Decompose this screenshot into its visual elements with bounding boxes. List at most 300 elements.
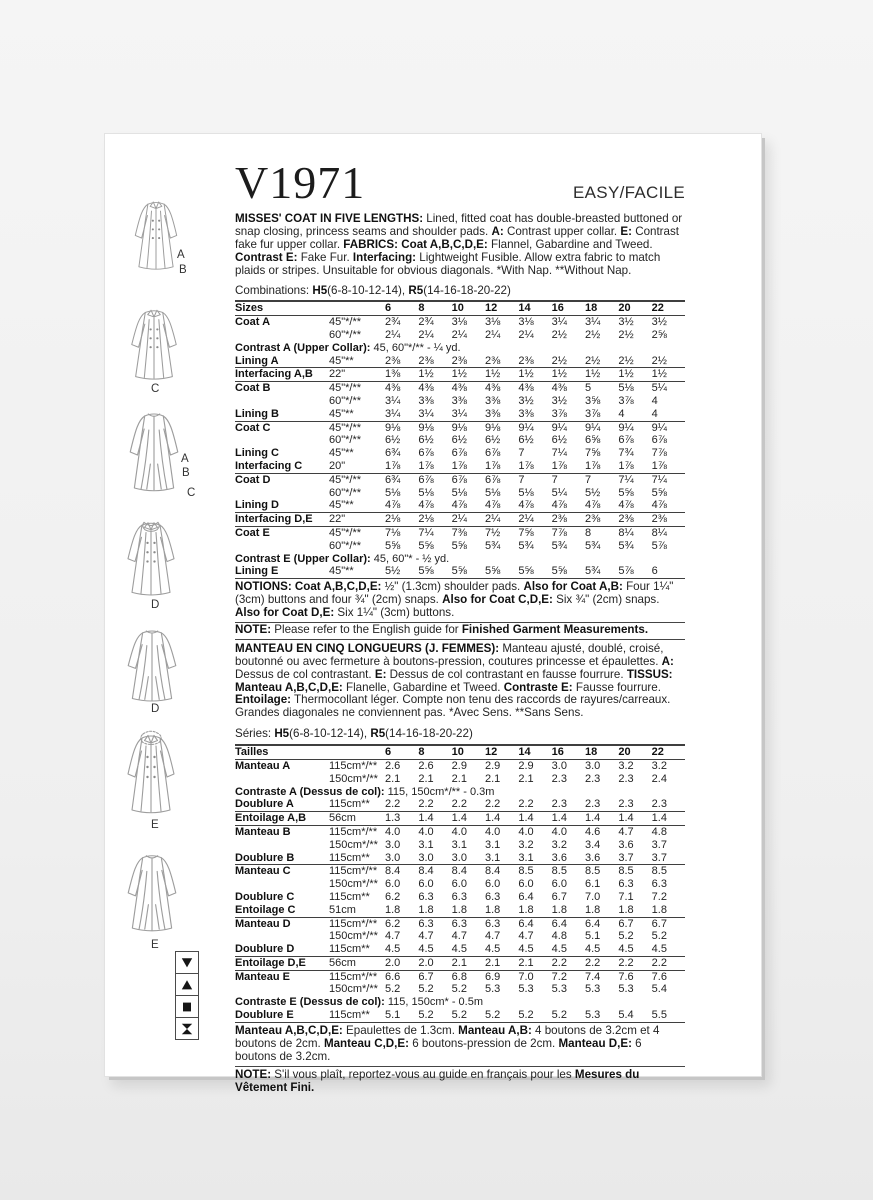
- table-cell: 115cm*/**: [329, 759, 378, 772]
- table-cell: 5⅝: [418, 539, 434, 552]
- table-cell: 6⅞: [451, 447, 467, 460]
- table-cell: 7.1: [618, 890, 634, 903]
- table-cell: 9¼: [651, 421, 667, 434]
- table-cell: 9¼: [518, 421, 534, 434]
- table-cell: 5.2: [618, 930, 634, 943]
- table-cell: 7¼: [651, 473, 667, 486]
- table-cell: 6½: [385, 434, 401, 447]
- table-cell: 5.3: [518, 983, 534, 996]
- table-cell: 6.0: [418, 878, 434, 891]
- table-cell: 2.2: [618, 956, 634, 969]
- table-cell: 7: [584, 473, 592, 486]
- table-cell: 150cm*/**: [329, 930, 378, 943]
- table-row: [235, 395, 685, 408]
- table-cell: 7½: [484, 526, 501, 539]
- table-cell: 2.9: [518, 759, 534, 772]
- table-cell: Entoilage D,E: [235, 956, 306, 969]
- figure-type-symbols: [175, 952, 199, 1040]
- table-cell: 3.0: [385, 838, 401, 851]
- table-cell: 1.4: [551, 812, 567, 825]
- table-cell: 1.8: [385, 903, 401, 916]
- table-cell: 6.7: [618, 917, 634, 930]
- table-cell: 60"*/**: [329, 486, 362, 499]
- table-cell: 115cm**: [329, 890, 370, 903]
- table-cell: 9⅛: [484, 421, 501, 434]
- table-row: [235, 878, 685, 891]
- table-cell: 5⅝: [484, 565, 501, 578]
- table-row: [235, 956, 685, 970]
- table-cell: 4⅜: [418, 382, 434, 395]
- illustration-label: E: [151, 819, 159, 831]
- table-cell: 1.4: [618, 812, 634, 825]
- table-cell: 1.8: [618, 903, 634, 916]
- table-cell: 7: [518, 447, 525, 460]
- table-cell: 7⅝: [584, 447, 601, 460]
- table-cell: 2⅜: [451, 354, 467, 367]
- table-cell: 150cm*/**: [329, 838, 378, 851]
- table-cell: 1½: [651, 368, 667, 381]
- table-row: [235, 930, 685, 943]
- table-cell: 1⅞: [484, 460, 501, 472]
- table-row: [235, 917, 685, 931]
- table-cell: 115cm*/**: [329, 865, 378, 878]
- table-cell: 6.2: [385, 890, 401, 903]
- table-row: [235, 904, 685, 917]
- table-cell: 6.0: [518, 878, 534, 891]
- table-cell: 7⅞: [651, 447, 667, 460]
- table-cell: 7.6: [618, 970, 634, 983]
- table-cell: 5⅝: [518, 565, 534, 578]
- table-cell: 5¾: [618, 539, 634, 552]
- table-row: [235, 499, 685, 512]
- table-cell: 6⅞: [484, 447, 501, 460]
- table-row: [235, 421, 685, 435]
- table-cell: 3¼: [418, 407, 434, 420]
- table-cell: Manteau D: [235, 917, 291, 930]
- table-cell: 2⅛: [385, 513, 401, 526]
- table-cell: 2¼: [484, 513, 501, 526]
- table-cell: 6.3: [484, 917, 501, 930]
- triangle-up-icon: [175, 973, 199, 996]
- table-cell: 4.8: [651, 825, 667, 838]
- table-cell: 5½: [584, 486, 601, 499]
- table-cell: 5⅝: [551, 565, 567, 578]
- table-cell: 18: [584, 302, 598, 315]
- table-cell: 6½: [551, 434, 567, 447]
- table-cell: 1½: [451, 368, 467, 381]
- table-cell: 20": [329, 460, 346, 472]
- illustration-label: C: [187, 487, 196, 499]
- table-cell: 6.7: [651, 917, 667, 930]
- coat-c-front-illustration: [125, 300, 183, 382]
- table-cell: Doublure D: [235, 943, 295, 956]
- table-cell: 1.8: [484, 903, 501, 916]
- table-cell: 1⅞: [551, 460, 567, 472]
- table-cell: Doublure E: [235, 1009, 294, 1022]
- table-cell: 2.1: [385, 772, 401, 785]
- table-row: [235, 943, 685, 956]
- table-cell: 22: [651, 746, 664, 759]
- table-cell: 1.8: [518, 903, 534, 916]
- table-cell: 4.6: [584, 825, 601, 838]
- table-cell: 6.3: [484, 890, 501, 903]
- table-cell: 22": [329, 368, 346, 381]
- table-row: [235, 798, 685, 811]
- table-cell: 4: [651, 395, 658, 408]
- table-cell: 8.4: [385, 865, 401, 878]
- table-cell: 150cm*/**: [329, 983, 378, 996]
- table-cell: 8: [584, 526, 592, 539]
- table-cell: 4.7: [618, 825, 634, 838]
- table-cell: 5.2: [484, 1009, 501, 1022]
- table-cell: 7¼: [618, 473, 634, 486]
- table-cell: 5⅞: [651, 539, 667, 552]
- table-cell: 6.4: [584, 917, 601, 930]
- table-cell: 2¼: [484, 329, 501, 342]
- table-cell: Coat B: [235, 382, 271, 395]
- table-cell: 5.4: [618, 1009, 634, 1022]
- table-row: [235, 512, 685, 526]
- table-cell: 2¼: [518, 513, 534, 526]
- table-cell: 16: [551, 302, 564, 315]
- table-cell: 5¾: [484, 539, 501, 552]
- table-cell: 6: [385, 746, 392, 759]
- table-cell: 2.1: [451, 956, 467, 969]
- table-row: Contraste E (Dessus de col): 115, 150cm* - 0.5m: [235, 996, 483, 1009]
- table-cell: 3⅜: [418, 395, 434, 408]
- table-cell: 6: [651, 565, 658, 578]
- table-cell: 18: [584, 746, 598, 759]
- table-cell: 20: [618, 746, 631, 759]
- table-row: [235, 811, 685, 825]
- table-cell: 1⅞: [618, 460, 634, 472]
- table-cell: 4.5: [584, 943, 601, 956]
- table-row: [235, 355, 685, 368]
- table-cell: Coat A: [235, 316, 271, 329]
- table-cell: 1.8: [584, 903, 601, 916]
- table-cell: 150cm*/**: [329, 878, 378, 891]
- table-cell: 3.6: [584, 851, 601, 864]
- table-cell: 56cm: [329, 956, 356, 969]
- table-cell: 5½: [385, 565, 401, 578]
- table-cell: 6½: [484, 434, 501, 447]
- note-fr: NOTE: S'il vous plaît, reportez-vous au guide en français pour les Mesures du Vêtement Fini.: [235, 1066, 685, 1095]
- table-cell: [235, 983, 329, 996]
- table-cell: 2⅜: [385, 354, 401, 367]
- table-row: [235, 473, 685, 487]
- table-cell: 2.1: [518, 772, 534, 785]
- illustration-label: B: [182, 467, 190, 479]
- table-cell: 2.9: [484, 759, 501, 772]
- table-cell: 6½: [418, 434, 434, 447]
- table-cell: 5⅛: [418, 486, 434, 499]
- table-cell: 6.3: [451, 890, 467, 903]
- table-cell: 4.5: [418, 943, 434, 956]
- table-cell: Manteau E: [235, 970, 291, 983]
- table-cell: [235, 434, 329, 447]
- table-cell: 2¾: [418, 316, 434, 329]
- table-row: Contraste A (Dessus de col): 115, 150cm*/** - 0.3m: [235, 785, 495, 798]
- table-cell: Entoilage A,B: [235, 812, 307, 825]
- table-cell: 2⅜: [518, 354, 534, 367]
- table-cell: 2.3: [618, 798, 634, 811]
- table-cell: 4.5: [551, 943, 567, 956]
- table-cell: 7.2: [551, 970, 567, 983]
- table-row: [235, 839, 685, 852]
- illustration-label: B: [179, 264, 187, 276]
- table-cell: 6½: [451, 434, 467, 447]
- table-cell: 8.4: [484, 865, 501, 878]
- table-cell: 1⅞: [518, 460, 534, 472]
- table-cell: 5.1: [584, 930, 601, 943]
- table-cell: 4.8: [551, 930, 567, 943]
- table-cell: 6.3: [418, 917, 434, 930]
- table-cell: 7⅜: [451, 526, 467, 539]
- table-cell: 4.0: [551, 825, 567, 838]
- table-cell: 56cm: [329, 812, 356, 825]
- table-cell: 6⅝: [584, 434, 601, 447]
- title-row: [235, 154, 685, 206]
- table-cell: 8.5: [518, 865, 534, 878]
- table-cell: 1.8: [418, 903, 434, 916]
- table-cell: 8: [418, 302, 425, 315]
- table-cell: [235, 839, 329, 852]
- table-cell: 1½: [618, 368, 634, 381]
- table-cell: 4.5: [484, 943, 501, 956]
- table-cell: 5.2: [418, 983, 434, 996]
- table-cell: 2½: [584, 329, 601, 342]
- hourglass-icon: [175, 1017, 199, 1040]
- table-cell: 5.2: [651, 930, 667, 943]
- table-cell: 115cm**: [329, 798, 370, 811]
- table-cell: 4.5: [451, 943, 467, 956]
- table-cell: 2½: [584, 354, 601, 367]
- table-cell: 6.0: [551, 878, 567, 891]
- table-cell: 1.8: [551, 903, 567, 916]
- table-cell: 2⅜: [651, 513, 667, 526]
- table-cell: 3.2: [618, 759, 634, 772]
- table-cell: 2.2: [651, 956, 667, 969]
- table-cell: 6.3: [451, 917, 467, 930]
- table-cell: 8¼: [618, 526, 634, 539]
- table-cell: 22: [651, 302, 664, 315]
- table-cell: Manteau B: [235, 825, 291, 838]
- yardage-table-imperial: [235, 300, 685, 579]
- combinations-line: Combinations: H5(6-8-10-12-14), R5(14-16-18-20-22): [235, 283, 511, 297]
- table-cell: 6⅞: [618, 434, 634, 447]
- table-row: [235, 460, 685, 473]
- table-cell: 45"*/**: [329, 382, 362, 395]
- table-cell: 2.2: [551, 956, 567, 969]
- table-cell: 6.0: [451, 878, 467, 891]
- notions-fr: Manteau A,B,C,D,E: Epaulettes de 1.3cm. Manteau A,B: 4 boutons de 3.2cm et 4 boutons de 2cm. Manteau C,D,E: 6 boutons-pression de 2cm. Manteau D,E: 6 boutons de 3.2cm.: [235, 1023, 660, 1063]
- table-cell: 4⅜: [451, 382, 467, 395]
- table-cell: 5⅝: [451, 565, 467, 578]
- table-cell: 6.2: [385, 917, 401, 930]
- illustration-label: E: [151, 939, 159, 951]
- coat-e-front-illustration: [121, 724, 181, 816]
- note-en: NOTE: Please refer to the English guide for Finished Garment Measurements.: [235, 622, 685, 640]
- table-row: [235, 852, 685, 865]
- table-cell: 2.2: [418, 798, 434, 811]
- table-cell: 2¼: [418, 329, 434, 342]
- table-cell: 3.0: [584, 759, 601, 772]
- table-cell: 4.5: [518, 943, 534, 956]
- table-row: [235, 1009, 685, 1022]
- table-cell: 7⅞: [551, 526, 567, 539]
- coat-a-b-c-back-illustration: [123, 402, 185, 494]
- table-cell: [235, 395, 329, 408]
- table-cell: 6.4: [518, 890, 534, 903]
- table-row: Contrast E (Upper Collar): 45, 60"* - ½ yd.: [235, 552, 450, 565]
- table-cell: 5.1: [385, 1009, 401, 1022]
- table-cell: 4⅞: [418, 499, 434, 512]
- table-cell: 1.4: [451, 812, 467, 825]
- table-cell: 7.6: [651, 970, 667, 983]
- table-cell: 2.0: [418, 956, 434, 969]
- table-cell: 45"**: [329, 499, 354, 512]
- table-row: [235, 760, 685, 773]
- table-cell: 6.8: [451, 970, 467, 983]
- table-cell: 5⅞: [618, 565, 634, 578]
- table-cell: 45"*/**: [329, 316, 362, 329]
- table-cell: 2.0: [385, 956, 401, 969]
- table-cell: 5.3: [584, 1009, 601, 1022]
- table-cell: 4.5: [618, 943, 634, 956]
- table-cell: 12: [484, 302, 498, 315]
- table-row: [235, 864, 685, 878]
- table-cell: 2.3: [584, 798, 601, 811]
- table-cell: 5¾: [584, 565, 601, 578]
- table-row: [235, 447, 685, 460]
- table-cell: 7.4: [584, 970, 601, 983]
- table-cell: 16: [551, 746, 564, 759]
- table-cell: Doublure B: [235, 851, 295, 864]
- table-cell: 2½: [651, 354, 667, 367]
- table-cell: 5⅛: [484, 486, 501, 499]
- coat-a-b-front-illustration: [129, 192, 183, 272]
- table-cell: 3½: [518, 395, 534, 408]
- table-cell: 5¼: [651, 382, 667, 395]
- table-cell: 2⅜: [418, 354, 434, 367]
- table-cell: 3¼: [584, 316, 601, 329]
- table-cell: Sizes: [235, 302, 264, 315]
- table-cell: 3½: [551, 395, 567, 408]
- difficulty-label: EASY/FACILE: [573, 183, 685, 202]
- table-cell: 3.1: [518, 851, 534, 864]
- table-row: [235, 316, 685, 329]
- table-cell: 8¼: [651, 526, 667, 539]
- table-cell: 150cm*/**: [329, 772, 378, 785]
- table-cell: 6: [385, 302, 392, 315]
- table-cell: 7¼: [551, 447, 567, 460]
- table-cell: 4.0: [451, 825, 467, 838]
- pattern-number: V1971: [235, 157, 366, 208]
- table-cell: 2.6: [418, 759, 434, 772]
- table-cell: 6½: [518, 434, 534, 447]
- table-cell: 3.2: [551, 838, 567, 851]
- table-cell: 2⅜: [618, 513, 634, 526]
- table-cell: 5.3: [618, 983, 634, 996]
- table-cell: 45"*/**: [329, 421, 362, 434]
- table-cell: 5.2: [551, 1009, 567, 1022]
- table-cell: 2.3: [551, 772, 567, 785]
- table-row: [235, 540, 685, 553]
- table-cell: 115cm**: [329, 851, 370, 864]
- table-cell: 1½: [584, 368, 601, 381]
- table-cell: 5⅝: [651, 486, 667, 499]
- table-cell: 5⅝: [451, 539, 467, 552]
- table-cell: 4⅞: [618, 499, 634, 512]
- table-cell: 4.0: [518, 825, 534, 838]
- table-cell: 51cm: [329, 903, 356, 916]
- table-cell: 2.3: [584, 772, 601, 785]
- table-cell: 1.8: [451, 903, 467, 916]
- table-cell: 1⅞: [385, 460, 401, 472]
- table-cell: 2¼: [518, 329, 534, 342]
- table-cell: 2⅜: [584, 513, 601, 526]
- table-cell: 3⅛: [484, 316, 501, 329]
- table-cell: 12: [484, 746, 498, 759]
- table-cell: 2.6: [385, 759, 401, 772]
- table-cell: 3¼: [385, 407, 401, 420]
- table-cell: 5.2: [451, 983, 467, 996]
- table-cell: 9⅛: [418, 421, 434, 434]
- table-cell: 3.1: [418, 838, 434, 851]
- table-cell: 2½: [551, 329, 567, 342]
- table-cell: 1.8: [651, 903, 667, 916]
- table-cell: 6.6: [385, 970, 401, 983]
- table-cell: 115cm*/**: [329, 970, 378, 983]
- table-cell: 2½: [618, 329, 634, 342]
- table-cell: 2.3: [651, 798, 667, 811]
- table-cell: 60"*/**: [329, 329, 362, 342]
- table-cell: 1½: [484, 368, 501, 381]
- table-cell: Lining D: [235, 499, 279, 512]
- table-cell: 3⅞: [551, 407, 567, 420]
- table-cell: 5⅝: [418, 565, 434, 578]
- illustration-label: D: [151, 703, 160, 715]
- coat-d-front-illustration: [121, 512, 181, 598]
- table-cell: Entoilage C: [235, 903, 296, 916]
- illustration-label: A: [181, 453, 189, 465]
- table-cell: 5.2: [518, 1009, 534, 1022]
- main-text-column: [235, 154, 685, 1094]
- table-cell: [235, 540, 329, 553]
- table-cell: 3.2: [651, 759, 667, 772]
- table-cell: 4⅞: [385, 499, 401, 512]
- table-cell: 6⅞: [451, 473, 467, 486]
- table-cell: 4⅞: [651, 499, 667, 512]
- table-cell: 3.2: [518, 838, 534, 851]
- table-cell: 5⅛: [618, 382, 634, 395]
- table-cell: 3⅜: [451, 395, 467, 408]
- table-cell: 1.4: [651, 812, 667, 825]
- table-cell: 7.0: [518, 970, 534, 983]
- table-cell: Interfacing D,E: [235, 513, 313, 526]
- illustration-label: D: [151, 599, 160, 611]
- table-cell: 2.1: [484, 772, 501, 785]
- table-cell: 1½: [418, 368, 434, 381]
- table-row: [235, 773, 685, 786]
- table-cell: 3.0: [385, 851, 401, 864]
- table-cell: 5.4: [651, 983, 667, 996]
- table-cell: Interfacing A,B: [235, 368, 313, 381]
- table-cell: 2¼: [451, 329, 467, 342]
- triangle-down-icon: [175, 951, 199, 974]
- table-cell: 4.7: [385, 930, 401, 943]
- table-cell: 4.7: [451, 930, 467, 943]
